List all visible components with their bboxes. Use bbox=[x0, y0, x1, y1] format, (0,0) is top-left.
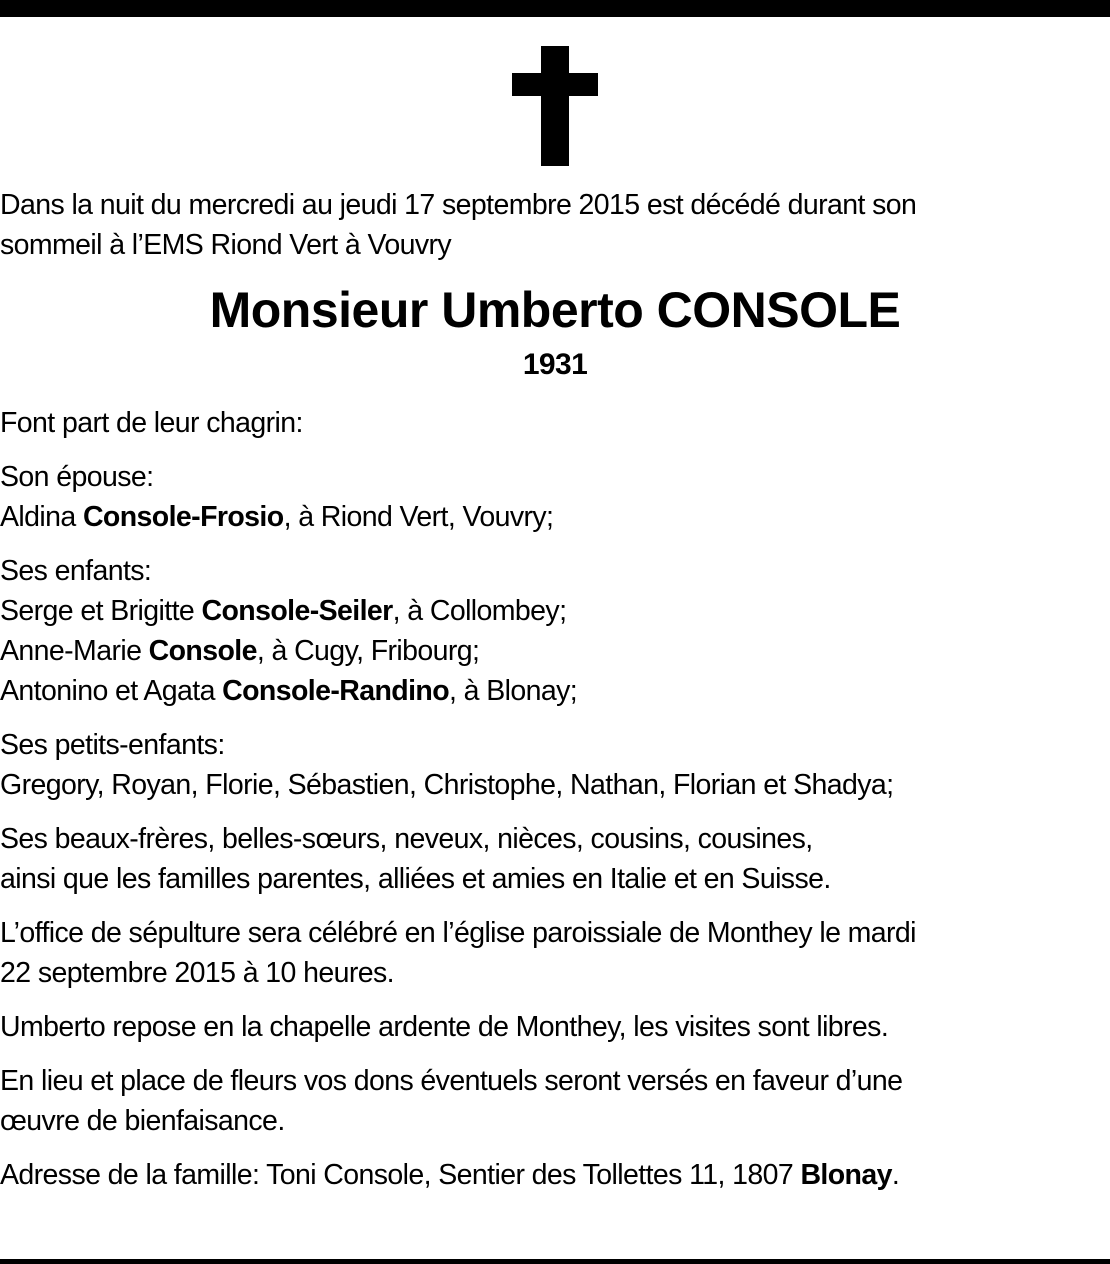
service-line-1: L’office de sépulture sera célébré en l’église paroissiale de Monthey le mardi bbox=[0, 917, 916, 949]
child-line: Serge et Brigitte Console-Seiler, à Collombey; bbox=[0, 595, 567, 627]
bottom-border bbox=[0, 1259, 1110, 1264]
obituary-body bbox=[0, 185, 1110, 1195]
intro-line-2: sommeil à l’EMS Riond Vert à Vouvry bbox=[0, 229, 452, 261]
relatives-line-2: ainsi que les familles parentes, alliées et amies en Italie et en Suisse. bbox=[0, 863, 831, 895]
donations-line-2: œuvre de bienfaisance. bbox=[0, 1105, 285, 1137]
donations-line-1: En lieu et place de fleurs vos dons éventuels seront versés en faveur d’une bbox=[0, 1065, 903, 1097]
announcement: Font part de leur chagrin: bbox=[0, 407, 303, 439]
relatives-line-1: Ses beaux-frères, belles-sœurs, neveux, nièces, cousins, cousines, bbox=[0, 823, 813, 855]
cross-icon bbox=[512, 46, 598, 166]
spouse-surname: Console-Frosio bbox=[82, 501, 284, 533]
child-surname: Console-Randino bbox=[222, 675, 450, 707]
child-surname: Console-Seiler bbox=[201, 595, 393, 627]
viewing-info: Umberto repose en la chapelle ardente de Monthey, les visites sont libres. bbox=[0, 1011, 889, 1043]
child-line: Anne-Marie Console, à Cugy, Fribourg; bbox=[0, 635, 480, 667]
family-address: Adresse de la famille: Toni Console, Sentier des Tollettes 11, 1807 Blonay. bbox=[0, 1159, 900, 1191]
child-line: Antonino et Agata Console-Randino, à Blonay; bbox=[0, 675, 578, 707]
address-city: Blonay bbox=[800, 1159, 892, 1191]
deceased-year: 1931 bbox=[522, 348, 588, 381]
service-line-2: 22 septembre 2015 à 10 heures. bbox=[0, 957, 394, 989]
children-heading: Ses enfants: bbox=[0, 555, 152, 587]
top-border bbox=[0, 0, 1110, 17]
grandchildren-heading: Ses petits-enfants: bbox=[0, 729, 225, 761]
spouse-heading: Son épouse: bbox=[0, 461, 154, 493]
child-surname: Console bbox=[148, 635, 257, 667]
intro-line-1: Dans la nuit du mercredi au jeudi 17 septembre 2015 est décédé durant son bbox=[0, 189, 917, 221]
grandchildren-names: Gregory, Royan, Florie, Sébastien, Christophe, Nathan, Florian et Shadya; bbox=[0, 769, 894, 801]
spouse-line: Aldina Console-Frosio, à Riond Vert, Vouvry; bbox=[0, 501, 554, 533]
deceased-name: Monsieur Umberto CONSOLE bbox=[209, 282, 901, 338]
